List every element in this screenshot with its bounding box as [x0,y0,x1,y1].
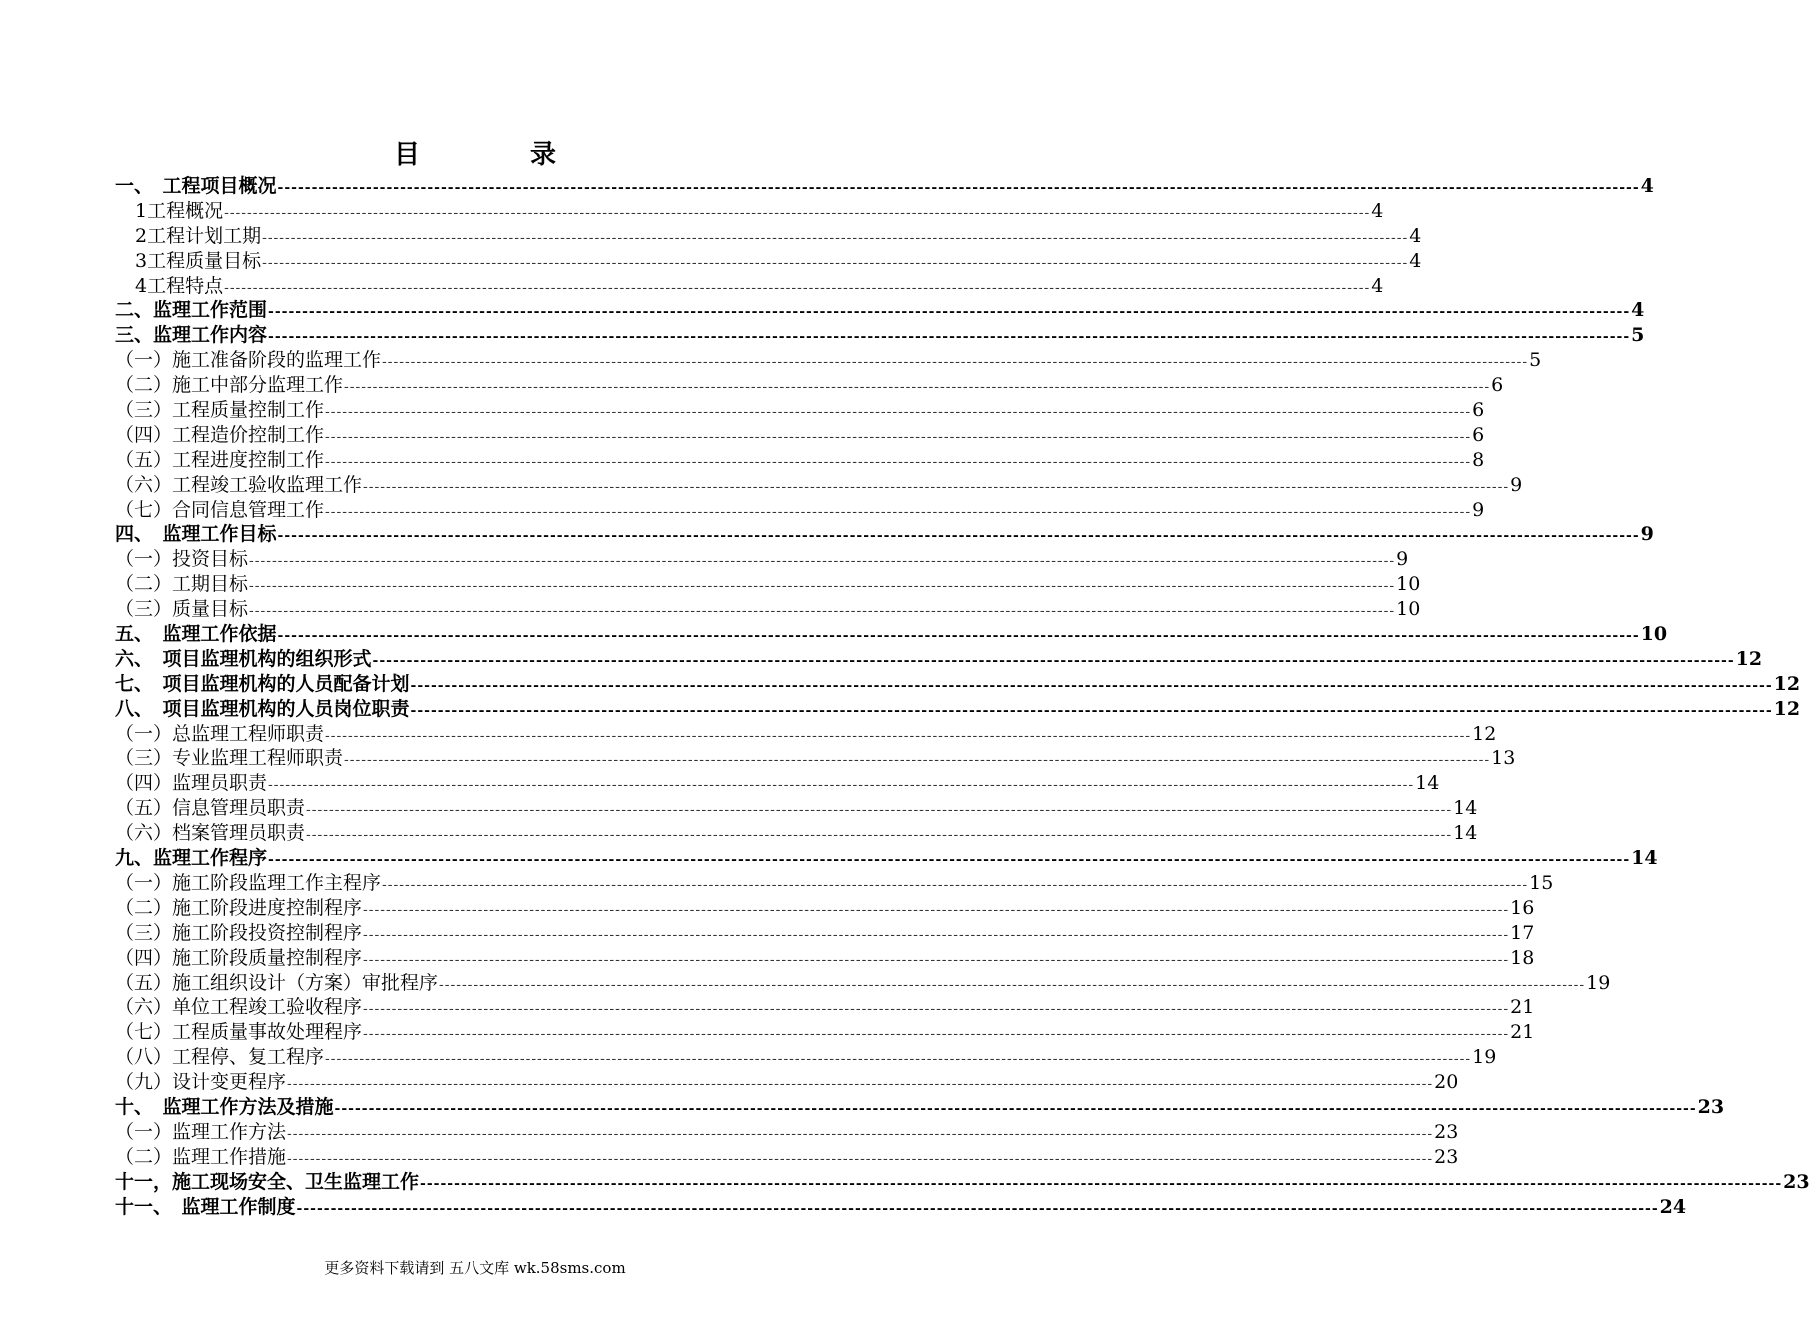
toc-page-number: 24 [1659,1195,1687,1218]
toc-dot-leader: -------------------------------------------------------------------------------------------------------------------------------------------------------------------------------------------------------- [287,1076,1434,1093]
toc-dot-leader: -------------------------------------------------------------------------------------------------------------------------------------------------------------------------------------------------------- [224,204,1371,221]
toc-entry-label: 4工程特点 [135,274,224,297]
toc-dot-leader: -------------------------------------------------------------------------------------------------------------------------------------------------------------------------------------------------------- [344,752,1491,769]
toc-page-number: 17 [1510,921,1535,944]
toc-page-number: 4 [1631,299,1645,322]
toc-dot-leader: -------------------------------------------------------------------------------------------------------------------------------------------------------------------------------------------------------- [344,379,1491,396]
toc-dot-leader: -------------------------------------------------------------------------------------------------------------------------------------------------------------------------------------------------------- [372,652,1735,669]
toc-entry-label: 2工程计划工期 [135,224,262,247]
toc-subsection-entry [115,771,1440,796]
toc-page-number: 23 [1697,1095,1725,1118]
toc-dot-leader: -------------------------------------------------------------------------------------------------------------------------------------------------------------------------------------------------------- [306,802,1453,819]
toc-entry-label: （二）施工中部分监理工作 [115,374,344,397]
toc-page-number: 12 [1773,672,1801,695]
toc-entry-label: 十、 监理工作方法及措施 [115,1095,334,1118]
toc-dot-leader: -------------------------------------------------------------------------------------------------------------------------------------------------------------------------------------------------------- [262,254,1409,271]
toc-page-number: 13 [1491,747,1516,770]
toc-entry-label: （一）监理工作方法 [115,1120,287,1143]
toc-subsection-entry [115,572,1421,597]
toc-subsection-entry [115,946,1535,971]
toc-dot-leader: -------------------------------------------------------------------------------------------------------------------------------------------------------------------------------------------------------- [363,1001,1510,1018]
toc-entry-label: 四、 监理工作目标 [115,523,277,546]
toc-dot-leader: -------------------------------------------------------------------------------------------------------------------------------------------------------------------------------------------------------- [296,1200,1659,1217]
toc-entry-label: （二）监理工作措施 [115,1145,287,1168]
toc-section-entry [115,174,1654,199]
toc-page-number: 9 [1510,473,1523,496]
toc-entry-label: 九、监理工作程序 [115,847,268,870]
toc-entry-label: 六、 项目监理机构的组织形式 [115,647,372,670]
toc-page-number: 9 [1640,523,1654,546]
toc-dot-leader: -------------------------------------------------------------------------------------------------------------------------------------------------------------------------------------------------------- [410,702,1773,719]
toc-entry-label: （八）工程停、复工程序 [115,1046,325,1069]
toc-entry-label: 五、 监理工作依据 [115,623,277,646]
toc-entry-label: 七、 项目监理机构的人员配备计划 [115,672,410,695]
toc-entry-label: 二、监理工作范围 [115,299,268,322]
toc-subsection-entry [115,423,1485,448]
toc-page-number: 4 [1640,175,1654,197]
toc-entry-label: （二）施工阶段进度控制程序 [115,896,363,919]
toc-section-entry [115,298,1645,323]
toc-dot-leader: -------------------------------------------------------------------------------------------------------------------------------------------------------------------------------------------------------- [277,180,1640,196]
toc-section-entry [115,697,1801,722]
toc-subsection-entry [115,1020,1535,1045]
toc-dot-leader: -------------------------------------------------------------------------------------------------------------------------------------------------------------------------------------------------------- [325,453,1472,470]
toc-dot-leader: -------------------------------------------------------------------------------------------------------------------------------------------------------------------------------------------------------- [249,603,1396,620]
toc-page-number: 9 [1472,498,1485,521]
toc-page-number: 23 [1783,1170,1810,1193]
toc-entry-label: （七）合同信息管理工作 [115,498,325,521]
toc-dot-leader: -------------------------------------------------------------------------------------------------------------------------------------------------------------------------------------------------------- [268,329,1631,346]
toc-page-number: 12 [1735,647,1763,670]
toc-section-entry [115,622,1668,647]
toc-page-number: 4 [1409,224,1422,247]
toc-page-number: 10 [1640,623,1668,646]
toc-page-number: 14 [1453,822,1478,845]
toc-subsection-entry [115,373,1504,398]
toc-entry-label: 十一，施工现场安全、卫生监理工作 [115,1170,420,1193]
toc-entry-label: （六）工程竣工验收监理工作 [115,473,363,496]
toc-section-entry [115,647,1763,672]
toc-entry-label: 八、 项目监理机构的人员岗位职责 [115,697,410,720]
toc-page-number: 14 [1631,847,1658,870]
toc-page-number: 4 [1371,199,1384,222]
toc-entry-label: （一）施工阶段监理工作主程序 [115,871,382,894]
toc-subsection-entry [115,1045,1497,1070]
toc-subsection-entry [115,1120,1459,1145]
toc-page-number: 6 [1491,374,1504,397]
toc-dot-leader: -------------------------------------------------------------------------------------------------------------------------------------------------------------------------------------------------------- [277,628,1640,645]
toc-dot-leader: -------------------------------------------------------------------------------------------------------------------------------------------------------------------------------------------------------- [249,578,1396,595]
toc-entry-label: （一）总监理工程师职责 [115,722,325,745]
toc-dot-leader: -------------------------------------------------------------------------------------------------------------------------------------------------------------------------------------------------------- [249,553,1396,570]
toc-dot-leader: -------------------------------------------------------------------------------------------------------------------------------------------------------------------------------------------------------- [325,503,1472,520]
toc-entry-label: （六）档案管理员职责 [115,822,306,845]
toc-subsection-entry [115,547,1409,572]
toc-page-number: 5 [1529,349,1542,372]
toc-entry-label: （四）工程造价控制工作 [115,423,325,446]
toc-title [0,134,950,171]
toc-subsection-entry [115,796,1478,821]
toc-page-number: 19 [1586,971,1611,994]
toc-entry-label: （三）质量目标 [115,598,249,621]
toc-page-number: 14 [1415,772,1440,795]
toc-section-entry [115,522,1654,547]
toc-entry-label: 十一、 监理工作制度 [115,1195,296,1218]
toc-subsection-entry [115,746,1516,771]
toc-subsection-entry [115,448,1485,473]
toc-subsection-entry [115,971,1611,996]
toc-entry-label: （七）工程质量事故处理程序 [115,1021,363,1044]
toc-page-number: 12 [1472,722,1497,745]
toc-page-number: 4 [1409,249,1422,272]
toc-page-number: 21 [1510,996,1535,1019]
toc-subsection-entry [115,199,1384,224]
toc-entry-label: （一）投资目标 [115,548,249,571]
toc-subsection-entry [115,722,1497,747]
toc-dot-leader: -------------------------------------------------------------------------------------------------------------------------------------------------------------------------------------------------------- [268,777,1415,794]
toc-page-number: 10 [1396,598,1421,621]
toc-section-entry [115,1195,1687,1220]
toc-page-number: 8 [1472,448,1485,471]
toc-page-number: 23 [1434,1120,1459,1143]
toc-dot-leader: -------------------------------------------------------------------------------------------------------------------------------------------------------------------------------------------------------- [325,428,1472,445]
toc-section-entry [115,1095,1725,1120]
toc-dot-leader: -------------------------------------------------------------------------------------------------------------------------------------------------------------------------------------------------------- [363,926,1510,943]
toc-dot-leader: -------------------------------------------------------------------------------------------------------------------------------------------------------------------------------------------------------- [224,279,1371,296]
toc-dot-leader: -------------------------------------------------------------------------------------------------------------------------------------------------------------------------------------------------------- [268,304,1631,321]
toc-page-number: 19 [1472,1046,1497,1069]
toc-dot-leader: -------------------------------------------------------------------------------------------------------------------------------------------------------------------------------------------------------- [325,404,1472,421]
toc-entry-label: 三、监理工作内容 [115,324,268,347]
toc-page-number: 15 [1529,871,1554,894]
toc-subsection-entry [115,597,1421,622]
toc-dot-leader: -------------------------------------------------------------------------------------------------------------------------------------------------------------------------------------------------------- [363,478,1510,495]
toc-dot-leader: -------------------------------------------------------------------------------------------------------------------------------------------------------------------------------------------------------- [410,677,1773,694]
toc-entry-label: 3工程质量目标 [135,249,262,272]
toc-subsection-entry [115,398,1485,423]
toc-entry-label: （五）施工组织设计（方案）审批程序 [115,971,439,994]
toc-subsection-entry [115,498,1485,523]
toc-subsection-entry [115,896,1535,921]
toc-dot-leader: -------------------------------------------------------------------------------------------------------------------------------------------------------------------------------------------------------- [268,852,1631,869]
toc-dot-leader: -------------------------------------------------------------------------------------------------------------------------------------------------------------------------------------------------------- [334,1100,1697,1117]
toc-entry-label: （四）施工阶段质量控制程序 [115,946,363,969]
toc-dot-leader: -------------------------------------------------------------------------------------------------------------------------------------------------------------------------------------------------------- [325,1051,1472,1068]
toc-subsection-entry [115,224,1422,249]
toc-page-number: 10 [1396,573,1421,596]
toc-subsection-entry [115,274,1384,299]
toc-dot-leader: -------------------------------------------------------------------------------------------------------------------------------------------------------------------------------------------------------- [420,1175,1783,1192]
toc-title-left: 目 [393,140,420,170]
toc-entry-label: 一、 工程项目概况 [115,175,277,197]
toc-dot-leader: -------------------------------------------------------------------------------------------------------------------------------------------------------------------------------------------------------- [262,229,1409,246]
toc-section-entry [115,323,1645,348]
toc-page-number: 20 [1434,1071,1459,1094]
toc-page-number: 6 [1472,399,1485,422]
toc-entry-label: （五）信息管理员职责 [115,797,306,820]
toc-entry-label: （五）工程进度控制工作 [115,448,325,471]
toc-dot-leader: -------------------------------------------------------------------------------------------------------------------------------------------------------------------------------------------------------- [363,951,1510,968]
toc-dot-leader: -------------------------------------------------------------------------------------------------------------------------------------------------------------------------------------------------------- [325,727,1472,744]
toc-dot-leader: -------------------------------------------------------------------------------------------------------------------------------------------------------------------------------------------------------- [382,876,1529,893]
toc-dot-leader: -------------------------------------------------------------------------------------------------------------------------------------------------------------------------------------------------------- [439,976,1586,993]
toc-dot-leader: -------------------------------------------------------------------------------------------------------------------------------------------------------------------------------------------------------- [306,827,1453,844]
toc-dot-leader: -------------------------------------------------------------------------------------------------------------------------------------------------------------------------------------------------------- [287,1150,1434,1167]
toc-page-number: 16 [1510,896,1535,919]
toc-subsection-entry [115,921,1535,946]
toc-entry-label: （六）单位工程竣工验收程序 [115,996,363,1019]
toc-page-number: 14 [1453,797,1478,820]
table-of-contents [115,174,1810,1219]
toc-entry-label: （二）工期目标 [115,573,249,596]
toc-entry-label: （三）施工阶段投资控制程序 [115,921,363,944]
toc-dot-leader: -------------------------------------------------------------------------------------------------------------------------------------------------------------------------------------------------------- [363,901,1510,918]
toc-section-entry [115,1170,1810,1195]
toc-page-number: 12 [1773,697,1801,720]
toc-subsection-entry [115,995,1535,1020]
toc-subsection-entry [115,1145,1459,1170]
toc-entry-label: （三）专业监理工程师职责 [115,747,344,770]
toc-subsection-entry [115,473,1523,498]
toc-page-number: 6 [1472,423,1485,446]
toc-page-number: 18 [1510,946,1535,969]
toc-entry-label: （一）施工准备阶段的监理工作 [115,349,382,372]
toc-dot-leader: -------------------------------------------------------------------------------------------------------------------------------------------------------------------------------------------------------- [363,1026,1510,1043]
toc-entry-label: （三）工程质量控制工作 [115,399,325,422]
toc-dot-leader: -------------------------------------------------------------------------------------------------------------------------------------------------------------------------------------------------------- [382,354,1529,371]
toc-entry-label: （四）监理员职责 [115,772,268,795]
toc-entry-label: （九）设计变更程序 [115,1071,287,1094]
toc-subsection-entry [115,249,1422,274]
toc-subsection-entry [115,1070,1459,1095]
toc-page-number: 9 [1396,548,1409,571]
footer-text: 更多资料下载请到 五八文库 wk.58sms.com [324,1259,626,1277]
toc-subsection-entry [115,348,1542,373]
toc-section-entry [115,672,1801,697]
toc-dot-leader: -------------------------------------------------------------------------------------------------------------------------------------------------------------------------------------------------------- [277,528,1640,545]
toc-section-entry [115,846,1658,871]
toc-subsection-entry [115,821,1478,846]
toc-page-number: 4 [1371,274,1384,297]
toc-page-number: 21 [1510,1021,1535,1044]
toc-entry-label: 1工程概况 [135,199,224,222]
toc-title-right: 录 [530,140,557,170]
toc-dot-leader: -------------------------------------------------------------------------------------------------------------------------------------------------------------------------------------------------------- [287,1125,1434,1142]
toc-page-number: 23 [1434,1145,1459,1168]
toc-subsection-entry [115,871,1554,896]
toc-page-number: 5 [1631,324,1645,347]
